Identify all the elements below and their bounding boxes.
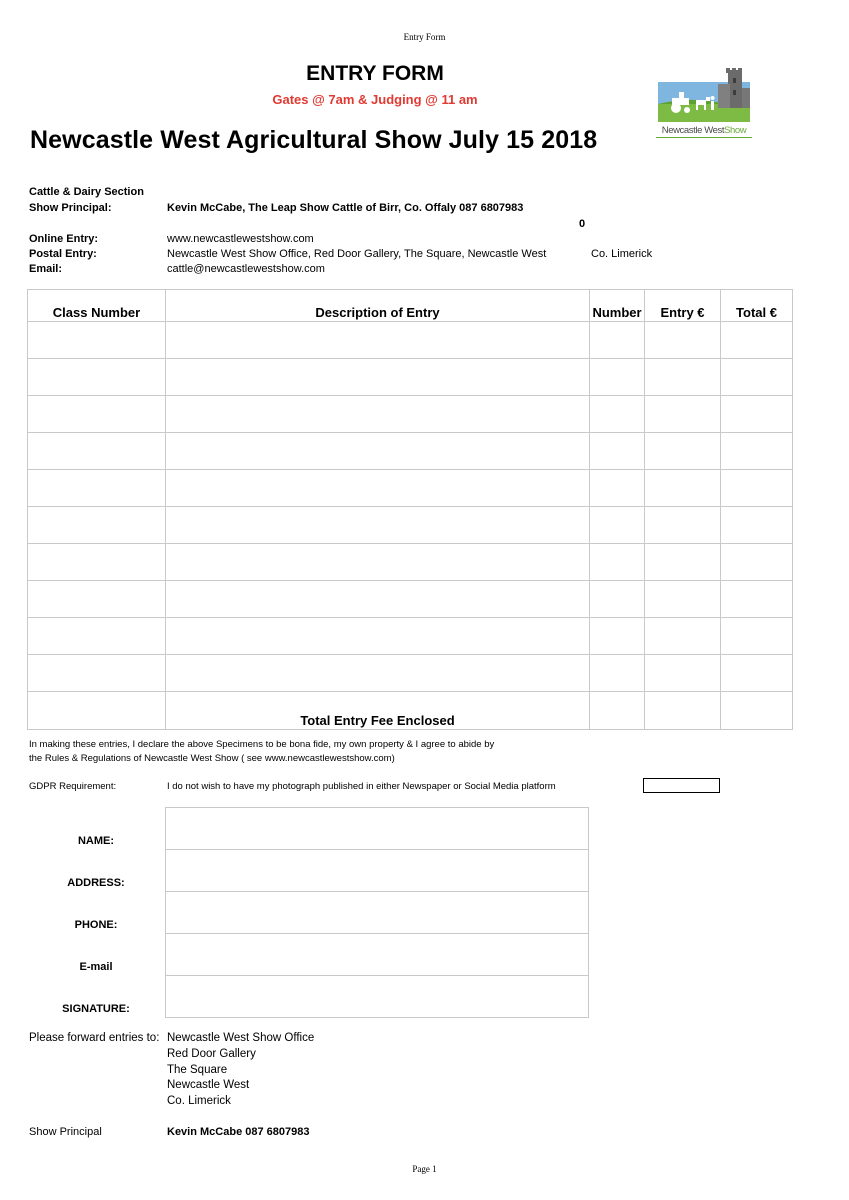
number-cell[interactable] bbox=[590, 618, 645, 655]
table-row bbox=[28, 359, 793, 396]
entries-header-row bbox=[28, 290, 793, 322]
class-number-cell[interactable] bbox=[28, 581, 166, 618]
table-row bbox=[28, 618, 793, 655]
class-number-cell[interactable] bbox=[28, 396, 166, 433]
address-label: ADDRESS: bbox=[67, 877, 125, 889]
forward-address bbox=[167, 1031, 314, 1110]
gates-judging-notice: Gates @ 7am & Judging @ 11 am bbox=[272, 92, 478, 107]
logo-text-part1: Newcastle West bbox=[661, 125, 725, 136]
postal-entry-value: Newcastle West Show Office, Red Door Gallery, The Square, Newcastle West bbox=[167, 248, 547, 260]
number-cell[interactable] bbox=[590, 359, 645, 396]
logo-text bbox=[656, 125, 752, 136]
email-label: Email: bbox=[29, 263, 63, 275]
description-cell[interactable] bbox=[166, 581, 590, 618]
gdpr-opt-out-checkbox[interactable] bbox=[643, 778, 720, 793]
running-header: Entry Form bbox=[403, 32, 446, 42]
description-cell[interactable] bbox=[166, 322, 590, 359]
class-number-cell[interactable] bbox=[28, 544, 166, 581]
forward-address-line: Co. Limerick bbox=[167, 1095, 231, 1108]
forward-address-line: Newcastle West bbox=[167, 1079, 250, 1092]
entries-table bbox=[27, 289, 793, 730]
number-cell[interactable] bbox=[590, 544, 645, 581]
email-field-label: E-mail bbox=[79, 961, 113, 973]
logo-text-part2: Show bbox=[724, 125, 747, 136]
description-cell[interactable] bbox=[166, 359, 590, 396]
email-field[interactable] bbox=[166, 934, 589, 976]
number-cell[interactable] bbox=[590, 507, 645, 544]
number-cell[interactable] bbox=[590, 433, 645, 470]
phone-label: PHONE: bbox=[74, 919, 118, 931]
online-entry-label: Online Entry: bbox=[29, 233, 99, 245]
signature-label: SIGNATURE: bbox=[62, 1003, 130, 1015]
name-field[interactable] bbox=[166, 808, 589, 850]
address-field[interactable] bbox=[166, 850, 589, 892]
number-cell[interactable] bbox=[590, 581, 645, 618]
total-cell[interactable] bbox=[721, 322, 793, 359]
zero-value: 0 bbox=[579, 218, 586, 230]
entry-fee-cell[interactable] bbox=[645, 433, 721, 470]
class-number-cell[interactable] bbox=[28, 618, 166, 655]
phone-field[interactable] bbox=[166, 892, 589, 934]
newcastle-west-show-logo bbox=[656, 64, 752, 140]
header-total: Total € bbox=[721, 290, 793, 322]
number-cell[interactable] bbox=[590, 470, 645, 507]
logo-illustration-icon bbox=[656, 64, 752, 124]
class-number-cell[interactable] bbox=[28, 507, 166, 544]
page-number: Page 1 bbox=[412, 1164, 437, 1174]
description-cell[interactable] bbox=[166, 618, 590, 655]
number-cell[interactable] bbox=[590, 396, 645, 433]
number-cell[interactable] bbox=[590, 322, 645, 359]
table-row bbox=[28, 581, 793, 618]
gdpr-label: GDPR Requirement: bbox=[29, 781, 117, 792]
total-cell[interactable] bbox=[721, 618, 793, 655]
header-description: Description of Entry bbox=[166, 290, 590, 322]
table-row bbox=[28, 396, 793, 433]
total-cell[interactable] bbox=[721, 507, 793, 544]
entry-fee-cell[interactable] bbox=[645, 618, 721, 655]
entry-fee-cell[interactable] bbox=[645, 581, 721, 618]
total-cell[interactable] bbox=[721, 581, 793, 618]
form-title: ENTRY FORM bbox=[306, 62, 444, 85]
name-label: NAME: bbox=[77, 835, 115, 847]
class-number-cell[interactable] bbox=[28, 470, 166, 507]
logo-underline bbox=[656, 137, 752, 138]
declaration-line-2: the Rules & Regulations of Newcastle West Show ( see www.newcastlewestshow.com) bbox=[29, 753, 395, 764]
entry-fee-cell[interactable] bbox=[645, 396, 721, 433]
total-cell[interactable] bbox=[721, 359, 793, 396]
total-cell[interactable] bbox=[721, 544, 793, 581]
forward-address-line: The Square bbox=[167, 1063, 228, 1076]
online-entry-value: www.newcastlewestshow.com bbox=[167, 233, 314, 245]
postal-entry-county: Co. Limerick bbox=[591, 248, 653, 260]
class-number-cell[interactable] bbox=[28, 322, 166, 359]
entry-fee-cell[interactable] bbox=[645, 470, 721, 507]
entry-fee-cell[interactable] bbox=[645, 507, 721, 544]
principal-label: Show Principal: bbox=[29, 202, 112, 214]
table-row bbox=[28, 470, 793, 507]
class-number-cell[interactable] bbox=[28, 655, 166, 692]
contact-details-table bbox=[165, 807, 589, 1018]
total-entry-fee-cell[interactable] bbox=[645, 692, 721, 730]
table-row bbox=[28, 655, 793, 692]
total-number-cell[interactable] bbox=[590, 692, 645, 730]
total-cell[interactable] bbox=[721, 396, 793, 433]
table-row bbox=[28, 544, 793, 581]
total-row-blank-cell bbox=[28, 692, 166, 730]
forward-address-line: Newcastle West Show Office bbox=[167, 1032, 315, 1044]
entry-fee-cell[interactable] bbox=[645, 655, 721, 692]
signature-field[interactable] bbox=[166, 976, 589, 1018]
total-cell[interactable] bbox=[721, 655, 793, 692]
total-entry-fee-label: Total Entry Fee Enclosed bbox=[166, 692, 590, 730]
description-cell[interactable] bbox=[166, 544, 590, 581]
class-number-cell[interactable] bbox=[28, 359, 166, 396]
entry-fee-cell[interactable] bbox=[645, 322, 721, 359]
postal-entry-label: Postal Entry: bbox=[29, 248, 97, 260]
table-row bbox=[28, 322, 793, 359]
forward-address-line: Red Door Gallery bbox=[167, 1047, 256, 1060]
forward-label: Please forward entries to: bbox=[29, 1032, 160, 1044]
total-cell[interactable] bbox=[721, 433, 793, 470]
header-number: Number bbox=[590, 290, 645, 322]
class-number-cell[interactable] bbox=[28, 433, 166, 470]
total-cell[interactable] bbox=[721, 470, 793, 507]
header-class-number: Class Number bbox=[28, 290, 166, 322]
number-cell[interactable] bbox=[590, 655, 645, 692]
show-title: Newcastle West Agricultural Show July 15 2018 bbox=[30, 126, 598, 154]
principal-value: Kevin McCabe, The Leap Show Cattle of Birr, Co. Offaly 087 6807983 bbox=[167, 202, 524, 214]
email-value: cattle@newcastlewestshow.com bbox=[167, 263, 325, 275]
declaration-line-1: In making these entries, I declare the above Specimens to be bona fide, my own property & I agree to abide by bbox=[29, 739, 495, 750]
footer-principal-value: Kevin McCabe 087 6807983 bbox=[167, 1126, 310, 1138]
description-cell[interactable] bbox=[166, 470, 590, 507]
table-row bbox=[28, 433, 793, 470]
description-cell[interactable] bbox=[166, 655, 590, 692]
footer-principal-label: Show Principal bbox=[29, 1126, 102, 1138]
entry-fee-cell[interactable] bbox=[645, 544, 721, 581]
entry-fee-cell[interactable] bbox=[645, 359, 721, 396]
description-cell[interactable] bbox=[166, 507, 590, 544]
grand-total-cell[interactable] bbox=[721, 692, 793, 730]
description-cell[interactable] bbox=[166, 396, 590, 433]
total-row bbox=[28, 692, 793, 730]
declaration bbox=[29, 738, 629, 766]
gdpr-text: I do not wish to have my photograph published in either Newspaper or Social Media platform bbox=[167, 781, 556, 792]
description-cell[interactable] bbox=[166, 433, 590, 470]
header-entry-fee: Entry € bbox=[645, 290, 721, 322]
section-name: Cattle & Dairy Section bbox=[29, 186, 144, 198]
table-row bbox=[28, 507, 793, 544]
